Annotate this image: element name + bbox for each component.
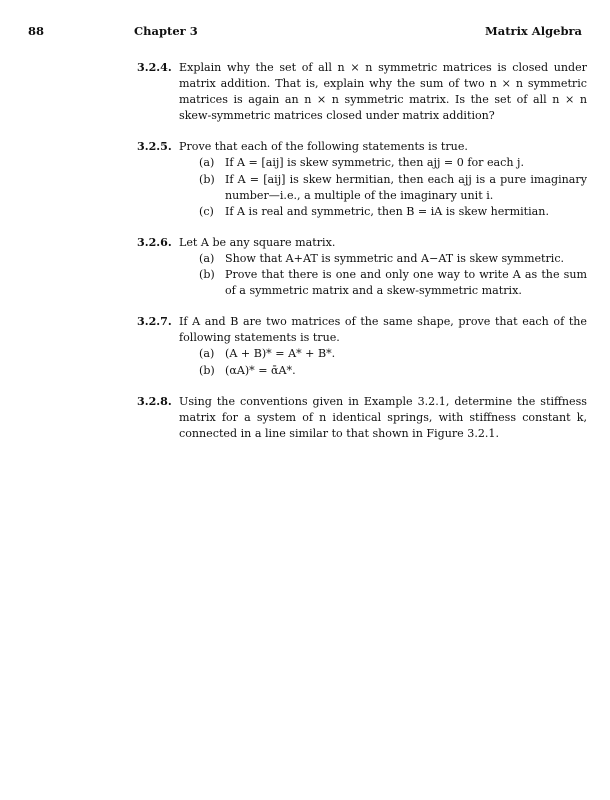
part-text: Show that A+AT is symmetric and A−AT is skew symmetric. bbox=[225, 251, 565, 265]
part-label: (b) bbox=[199, 363, 215, 377]
part-label: (a) bbox=[199, 251, 215, 265]
exercise-text: Using the conventions given in Example 3.2.1, determine the stiffness matrix for a system of n identical springs, with stiffness constant k, connected in a line similar to that shown in Figure 3.2.1. bbox=[179, 394, 587, 440]
exercise-part bbox=[199, 204, 587, 220]
part-text: (A + B)* = A* + B*. bbox=[225, 347, 336, 361]
exercise-part bbox=[199, 363, 587, 379]
exercise-3-2-4 bbox=[137, 60, 587, 124]
exercise-number: 3.2.5. bbox=[137, 140, 172, 154]
part-text: If A = [aij] is skew symmetric, then ajj = 0 for each j. bbox=[225, 156, 524, 170]
exercise-text: Explain why the set of all n × n symmetric matrices is closed under matrix addition. That is, explain why the sum of two n × n symmetric matrices is again an n × n symmetric matrix. Is the set of all n × n skew-symmetric matrices closed under matrix addition? bbox=[179, 61, 587, 123]
part-label: (c) bbox=[199, 204, 214, 218]
part-label: (b) bbox=[199, 172, 215, 186]
page-number: 88 bbox=[28, 24, 45, 38]
exercise-number: 3.2.6. bbox=[137, 235, 172, 249]
exercise-text: If A and B are two matrices of the same shape, prove that each of the following statements is true. bbox=[179, 315, 587, 345]
exercise-parts bbox=[199, 346, 587, 378]
exercise-part bbox=[199, 172, 587, 204]
exercise-number: 3.2.8. bbox=[137, 394, 172, 408]
chapter-label: Chapter 3 bbox=[134, 24, 198, 38]
exercise-3-2-7 bbox=[137, 314, 587, 378]
part-text: (αA)* = ᾱA*. bbox=[225, 363, 296, 377]
exercise-part bbox=[199, 251, 587, 267]
part-text: If A = [aij] is skew hermitian, then each ajj is a pure imaginary number—i.e., a multiple of the imaginary unit i. bbox=[225, 172, 587, 202]
exercise-part bbox=[199, 155, 587, 171]
part-label: (a) bbox=[199, 347, 215, 361]
running-title: Matrix Algebra bbox=[485, 24, 582, 38]
exercise-parts bbox=[199, 251, 587, 299]
exercise-list bbox=[137, 60, 587, 457]
exercise-number: 3.2.7. bbox=[137, 315, 172, 329]
exercise-3-2-6 bbox=[137, 235, 587, 299]
exercise-3-2-8 bbox=[137, 394, 587, 442]
exercise-text: Prove that each of the following statements is true. bbox=[179, 140, 468, 154]
part-text: Prove that there is one and only one way to write A as the sum of a symmetric matrix and a skew-symmetric matrix. bbox=[225, 268, 587, 298]
exercise-part bbox=[199, 267, 587, 299]
exercise-number: 3.2.4. bbox=[137, 61, 172, 74]
part-label: (b) bbox=[199, 268, 215, 282]
exercise-text: Let A be any square matrix. bbox=[179, 235, 336, 249]
part-text: If A is real and symmetric, then B = iA is skew hermitian. bbox=[225, 204, 549, 218]
exercise-3-2-5 bbox=[137, 139, 587, 219]
page-header bbox=[28, 24, 582, 40]
part-label: (a) bbox=[199, 156, 215, 170]
exercise-part bbox=[199, 346, 587, 362]
exercise-parts bbox=[199, 155, 587, 219]
